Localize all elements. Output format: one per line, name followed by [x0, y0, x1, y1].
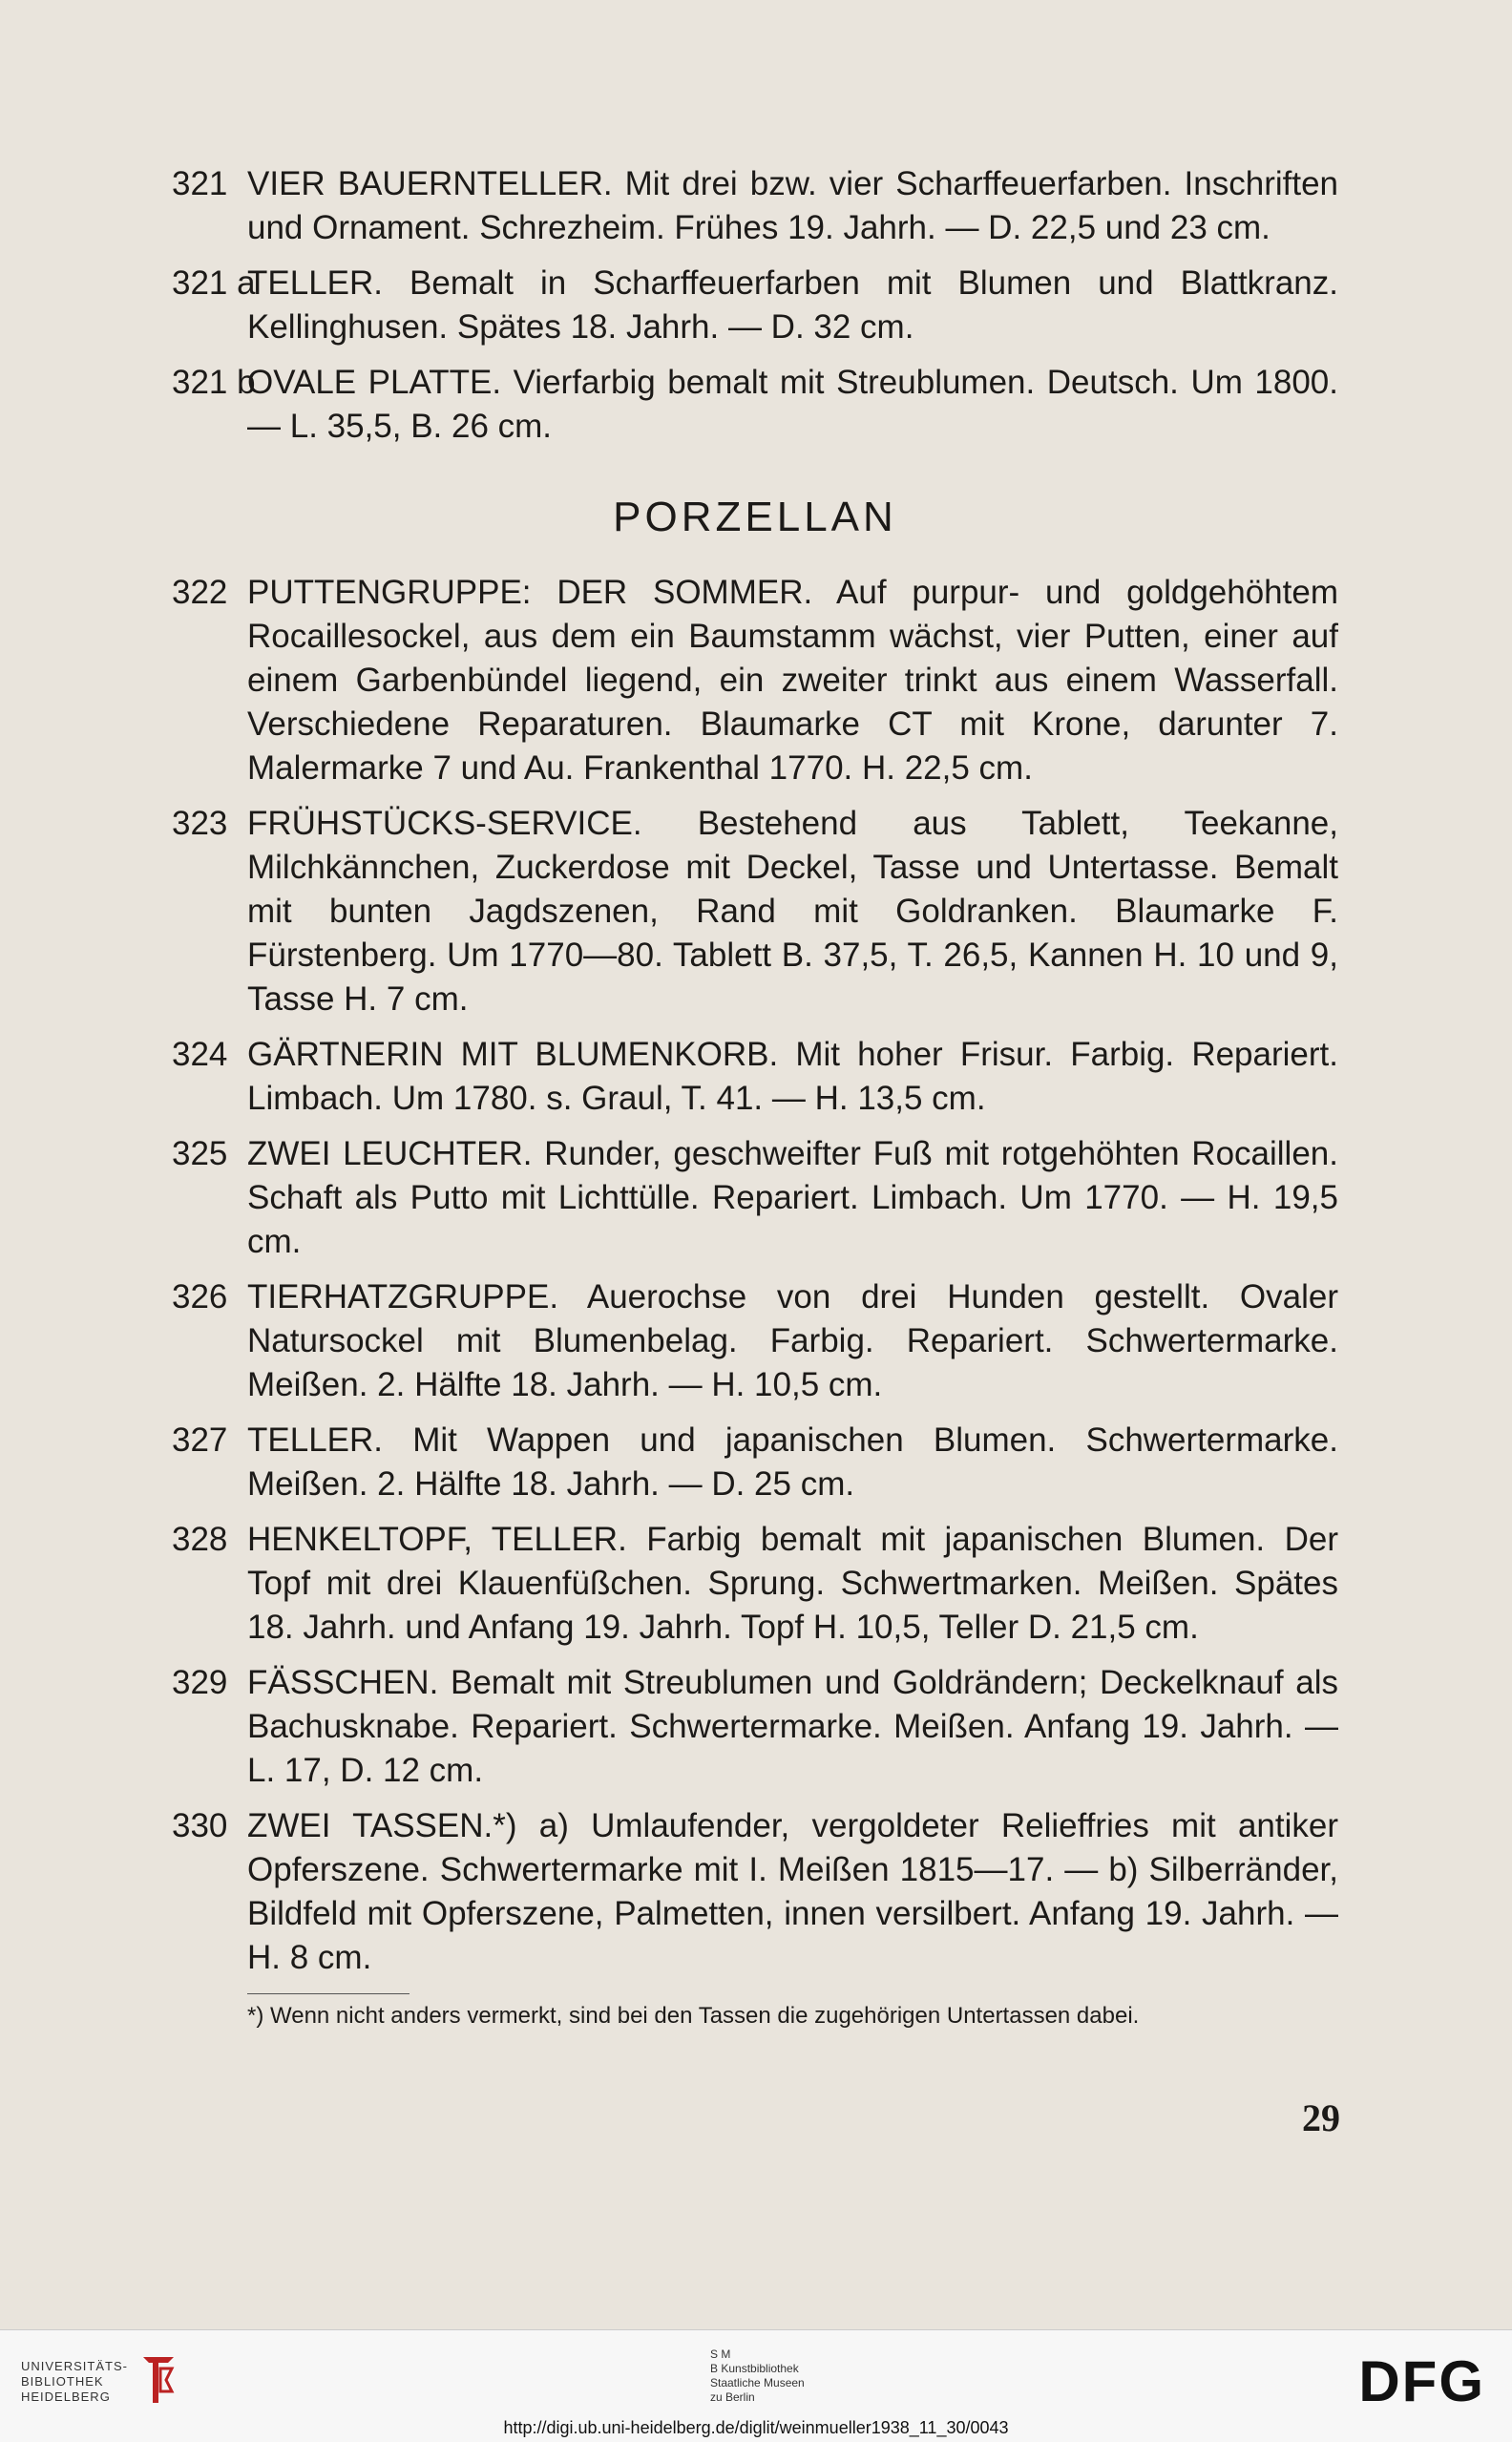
entry-text: TELLER. Mit Wappen und japanischen Blumen. Schwertermarke. Meißen. 2. Hälfte 18. Jahrh. — D. 25 cm. [247, 1421, 1338, 1503]
entry-text: FRÜHSTÜCKS-SERVICE. Bestehend aus Tablett, Teekanne, Milchkännchen, Zuckerdose mit Deckel, Tasse und Untertasse. Bemalt mit bunten Jagdszenen, Rand mit Goldranken. Blaumarke F. Fürstenberg. Um 1770—80. Tablett B. 37,5, T. 26,5, Kannen H. 10 und 9, Tasse H. 7 cm. [247, 805, 1338, 1018]
catalog-entry [172, 1419, 1338, 1506]
logo-line: HEIDELBERG [21, 2389, 111, 2404]
logo-line: S M [710, 2347, 731, 2361]
entry-number: 329 [172, 1664, 228, 1701]
catalog-entry [172, 1518, 1338, 1650]
page-number: 29 [1302, 2096, 1340, 2139]
catalog-entry [172, 361, 1338, 449]
logo-line: UNIVERSITÄTS- [21, 2359, 128, 2373]
catalog-entry [172, 1661, 1338, 1793]
catalog-entry [172, 1804, 1338, 1980]
catalog-entry [172, 162, 1338, 250]
entry-number: 325 [172, 1135, 228, 1172]
entry-text: ZWEI LEUCHTER. Runder, geschweifter Fuß mit rotgehöhten Rocaillen. Schaft als Putto mit Lichttülle. Repariert. Limbach. Um 1770. — H. 19,5 cm. [247, 1135, 1338, 1260]
footer-bar [0, 2329, 1512, 2442]
entry-number: 321 a [172, 264, 256, 302]
entry-number: 330 [172, 1807, 228, 1844]
footnote: *) Wenn nicht anders vermerkt, sind bei den Tassen die zugehörigen Untertassen dabei. [247, 2003, 1140, 2029]
entry-number: 328 [172, 1521, 228, 1558]
catalog-entry [172, 1033, 1338, 1121]
entry-text: OVALE PLATTE. Vierfarbig bemalt mit Streublumen. Deutsch. Um 1800. — L. 35,5, B. 26 cm. [247, 364, 1338, 445]
catalog-entry [172, 571, 1338, 790]
entry-text: ZWEI TASSEN.*) a) Umlaufender, vergoldeter Relieffries mit antiker Opferszene. Schwertermarke mit I. Meißen 1815—17. — b) Silberränder, Bildfeld mit Opferszene, Palmetten, innen versilbert. Anfang 19. Jahrh. — H. 8 cm. [247, 1807, 1338, 1976]
logo-line: BIBLIOTHEK [21, 2374, 104, 2389]
catalog-entry [172, 262, 1338, 349]
entry-text: GÄRTNERIN MIT BLUMENKORB. Mit hoher Frisur. Farbig. Repariert. Limbach. Um 1780. s. Graul, T. 41. — H. 13,5 cm. [247, 1036, 1338, 1117]
catalog-entry [172, 802, 1338, 1021]
entry-text: PUTTENGRUPPE: DER SOMMER. Auf purpur- und goldgehöhtem Rocaillesockel, aus dem ein Baumstamm wächst, vier Putten, einer auf einem Garbenbündel liegend, ein zweiter trinkt aus einem Wasserfall. Verschiedene Reparaturen. Blaumarke CT mit Krone, darunter 7. Malermarke 7 und Au. Frankenthal 1770. H. 22,5 cm. [247, 574, 1338, 787]
catalog-entry [172, 1132, 1338, 1264]
entry-number: 321 [172, 165, 228, 202]
dfg-logo[interactable]: DFG [1358, 2349, 1485, 2413]
entry-number: 321 b [172, 364, 256, 401]
university-seal-icon [139, 2351, 178, 2409]
university-library-logo[interactable] [21, 2359, 128, 2405]
entry-text: TELLER. Bemalt in Scharffeuerfarben mit Blumen und Blattkranz. Kellinghusen. Spätes 18. Jahrh. — D. 32 cm. [247, 264, 1338, 346]
catalog-entry [172, 1275, 1338, 1407]
page-content [172, 162, 1338, 2032]
entry-text: FÄSSCHEN. Bemalt mit Streublumen und Goldrändern; Deckelknauf als Bachusknabe. Repariert. Schwertermarke. Meißen. Anfang 19. Jahrh. — L. 17, D. 12 cm. [247, 1664, 1338, 1789]
logo-line: Staatliche Museen [710, 2376, 805, 2389]
entry-text: TIERHATZGRUPPE. Auerochse von drei Hunden gestellt. Ovaler Natursockel mit Blumenbelag. Farbig. Repariert. Schwertermarke. Meißen. 2. Hälfte 18. Jahrh. — H. 10,5 cm. [247, 1278, 1338, 1403]
smb-logo[interactable] [710, 2347, 805, 2405]
entry-text: HENKELTOPF, TELLER. Farbig bemalt mit japanischen Blumen. Der Topf mit drei Klauenfüßchen. Sprung. Schwertmarken. Meißen. Spätes 18. Jahrh. und Anfang 19. Jahrh. Topf H. 10,5, Teller D. 21,5 cm. [247, 1521, 1338, 1646]
entry-number: 327 [172, 1421, 228, 1459]
logo-line: B Kunstbibliothek [710, 2362, 799, 2375]
permalink-url[interactable]: http://digi.ub.uni-heidelberg.de/diglit/weinmueller1938_11_30/0043 [503, 2418, 1009, 2437]
entry-number: 323 [172, 805, 228, 842]
entry-number: 326 [172, 1278, 228, 1316]
entry-number: 322 [172, 574, 228, 611]
footnote-divider [247, 1993, 410, 1994]
logo-line: zu Berlin [710, 2390, 755, 2404]
entry-number: 324 [172, 1036, 228, 1073]
entry-text: VIER BAUERNTELLER. Mit drei bzw. vier Scharffeuerfarben. Inschriften und Ornament. Schrezheim. Frühes 19. Jahrh. — D. 22,5 und 23 cm. [247, 165, 1338, 246]
section-title: PORZELLAN [613, 494, 897, 540]
